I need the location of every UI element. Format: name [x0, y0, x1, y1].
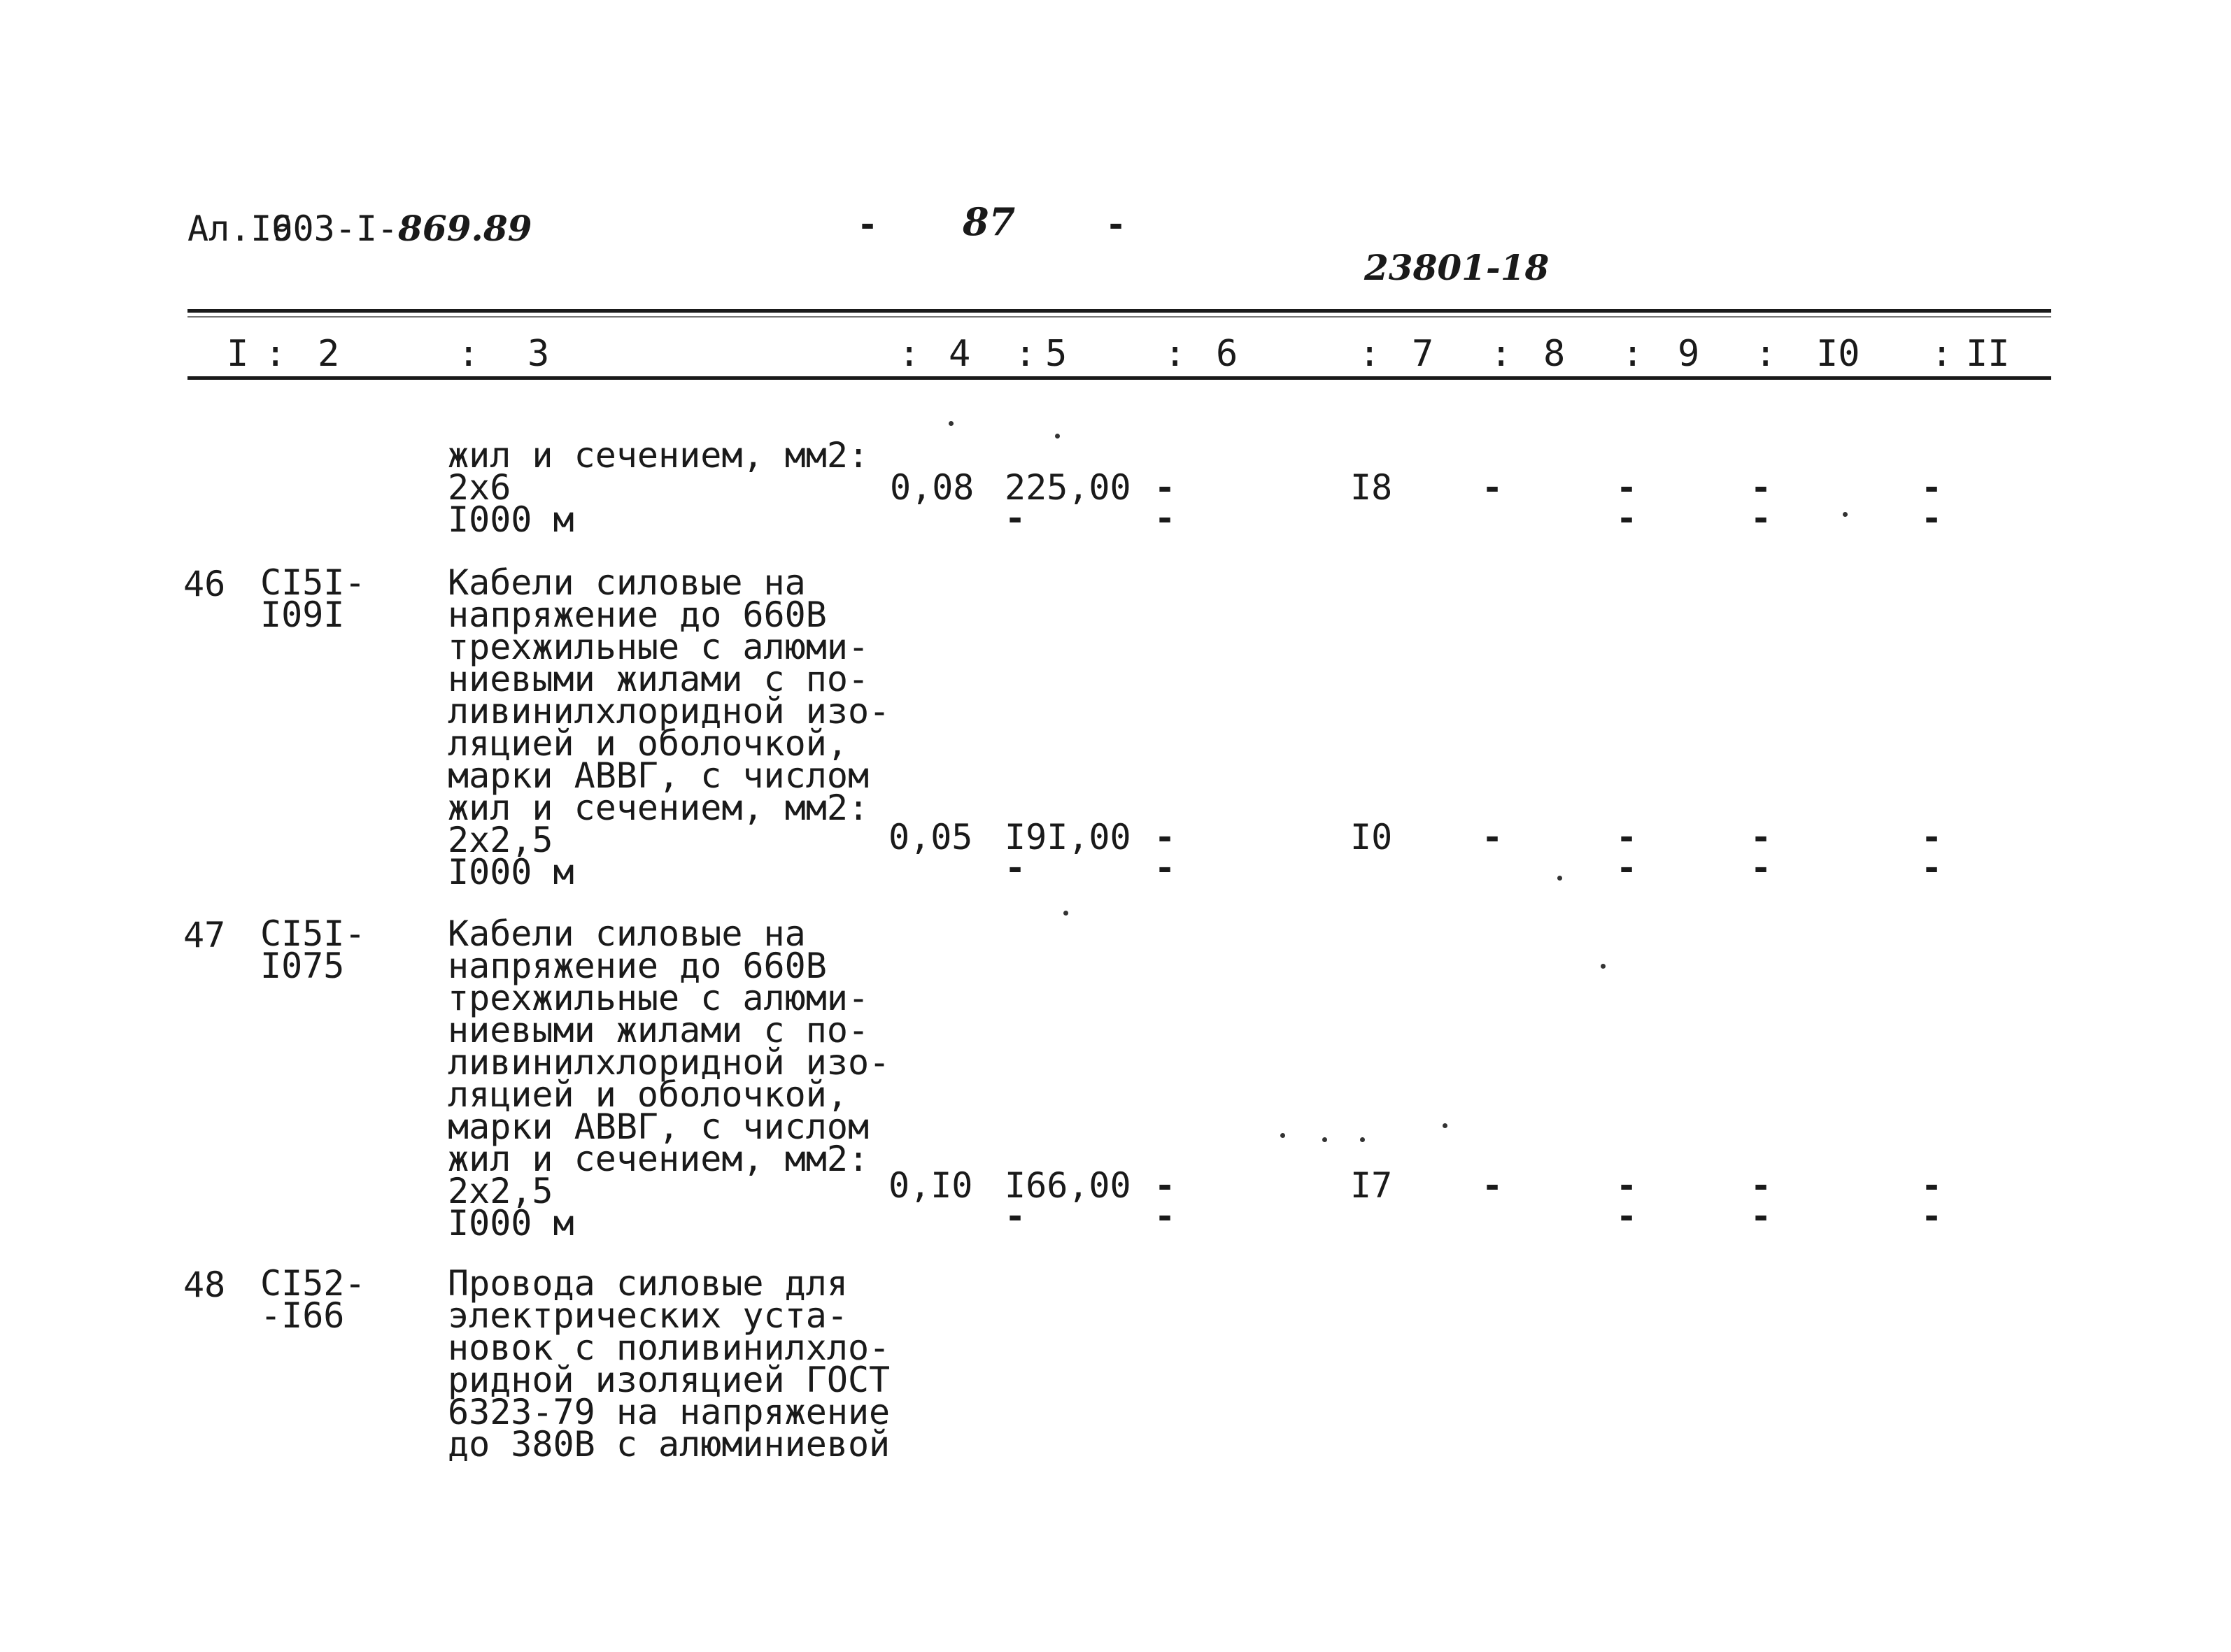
scan-speck	[1055, 434, 1060, 439]
row-46-col7: I0	[1350, 817, 1393, 857]
col-header-1: I	[227, 333, 249, 375]
row-0-col5-dash: -	[1005, 498, 1026, 539]
row-46-col9-dash: -	[1616, 817, 1638, 857]
doc-code-typed: 903-I-	[271, 208, 399, 249]
row-47-col10-dash: -	[1750, 1165, 1772, 1206]
scan-speck	[1601, 964, 1606, 969]
scan-speck	[949, 421, 954, 426]
row-46-code: CI5I- I09I	[260, 562, 366, 635]
row-48-number: 48	[183, 1265, 226, 1305]
row-47-col6-dash: -	[1154, 1165, 1176, 1206]
row-46-col11-dash: -	[1921, 817, 1943, 857]
row-46-description: Кабели силовые на напряжение до 660В трехжильные с алюми- ниевыми жилами с по- ливинилхлоридной изо- ляцией и оболочкой, марки АВВГ, с числом жил и сечением, мм2: 2x2,5 I000 м	[448, 562, 891, 892]
col-header-8: 8	[1543, 333, 1566, 375]
row-46-col5: I9I,00	[1005, 817, 1131, 857]
row-46-col11-dash2: -	[1921, 848, 1943, 888]
page-dash-right: -	[1105, 204, 1127, 245]
col-header-6: 6	[1216, 333, 1238, 375]
col-header-5: 5	[1045, 333, 1068, 375]
col-separator: :	[1931, 333, 1953, 375]
doc-code-handwritten: 869.89	[398, 208, 532, 249]
header-top-rule	[187, 309, 2051, 313]
row-46-col4: 0,05	[888, 817, 973, 857]
row-0-col11-dash: -	[1921, 467, 1943, 508]
row-46-col6-dash: -	[1154, 817, 1176, 857]
col-separator: :	[1014, 333, 1037, 375]
row-47-col5-dash: -	[1005, 1196, 1026, 1237]
col-separator: :	[264, 333, 287, 375]
col-header-9: 9	[1678, 333, 1700, 375]
page-number: 87	[963, 199, 1016, 244]
scan-speck	[1322, 1137, 1327, 1142]
col-separator: :	[1755, 333, 1777, 375]
row-46-col5-dash: -	[1005, 848, 1026, 888]
col-separator: :	[1164, 333, 1187, 375]
row-46-col6-dash2: -	[1154, 848, 1176, 888]
row-0-description: жил и сечением, мм2: 2x6 I000 м	[448, 435, 870, 540]
row-47-col4: 0,I0	[888, 1165, 973, 1206]
row-46-col10-dash: -	[1750, 817, 1772, 857]
row-0-col8-dash: -	[1482, 467, 1503, 508]
row-47-col8-dash: -	[1482, 1165, 1503, 1206]
row-0-col11-dash2: -	[1921, 498, 1943, 539]
col-header-3: 3	[527, 333, 550, 375]
archive-number: 23801-18	[1364, 247, 1550, 288]
row-47-col10-dash2: -	[1750, 1196, 1772, 1237]
scan-speck	[1443, 1123, 1447, 1128]
scan-speck	[1557, 876, 1562, 881]
row-0-col10-dash2: -	[1750, 498, 1772, 539]
row-0-col5: 225,00	[1005, 467, 1131, 508]
col-separator: :	[1490, 333, 1513, 375]
row-0-col9-dash: -	[1616, 467, 1638, 508]
row-48-description: Провода силовые для электрических уста- новок с поливинилхло- ридной изоляцией ГОСТ 6323-79 на напряжение до 380В с алюминиевой	[448, 1263, 891, 1465]
col-separator: :	[898, 333, 921, 375]
col-header-10: I0	[1816, 333, 1860, 375]
scan-speck	[1360, 1137, 1365, 1142]
row-47-number: 47	[183, 915, 226, 955]
row-47-col6-dash2: -	[1154, 1196, 1176, 1237]
col-separator: :	[1359, 333, 1381, 375]
album-label: Ал.I6	[187, 208, 293, 249]
row-46-number: 46	[183, 564, 226, 604]
row-47-code: CI5I- I075	[260, 913, 366, 986]
row-47-col11-dash2: -	[1921, 1196, 1943, 1237]
row-46-col8-dash: -	[1482, 817, 1503, 857]
row-47-col9-dash: -	[1616, 1165, 1638, 1206]
row-46-col9-dash2: -	[1616, 848, 1638, 888]
col-separator: :	[1622, 333, 1644, 375]
row-0-col7: I8	[1350, 467, 1393, 508]
row-0-col6-dash2: -	[1154, 498, 1176, 539]
row-0-col6-dash: -	[1154, 467, 1176, 508]
col-header-7: 7	[1412, 333, 1434, 375]
row-0-col4: 0,08	[890, 467, 975, 508]
scan-speck	[1280, 1133, 1285, 1138]
col-separator: :	[458, 333, 480, 375]
row-0-col10-dash: -	[1750, 467, 1772, 508]
header-bottom-rule	[187, 376, 2051, 380]
column-header-row	[0, 333, 2231, 375]
row-47-col11-dash: -	[1921, 1165, 1943, 1206]
row-46-col10-dash2: -	[1750, 848, 1772, 888]
col-header-2: 2	[318, 333, 340, 375]
row-47-col9-dash2: -	[1616, 1196, 1638, 1237]
row-47-description: Кабели силовые на напряжение до 660В трехжильные с алюми- ниевыми жилами с по- ливинилхлоридной изо- ляцией и оболочкой, марки АВВГ, с числом жил и сечением, мм2: 2x2,5 I000 м	[448, 913, 891, 1244]
scan-speck	[1843, 512, 1848, 517]
col-header-11: II	[1966, 333, 2010, 375]
header-top-rule-thin	[187, 316, 2051, 318]
row-0-col9-dash2: -	[1616, 498, 1638, 539]
row-47-col7: I7	[1350, 1165, 1393, 1206]
scan-speck	[1063, 911, 1068, 916]
row-48-code: CI52- -I66	[260, 1263, 366, 1336]
col-header-4: 4	[949, 333, 971, 375]
row-47-col5: I66,00	[1005, 1165, 1131, 1206]
page-dash-left: -	[857, 204, 879, 245]
